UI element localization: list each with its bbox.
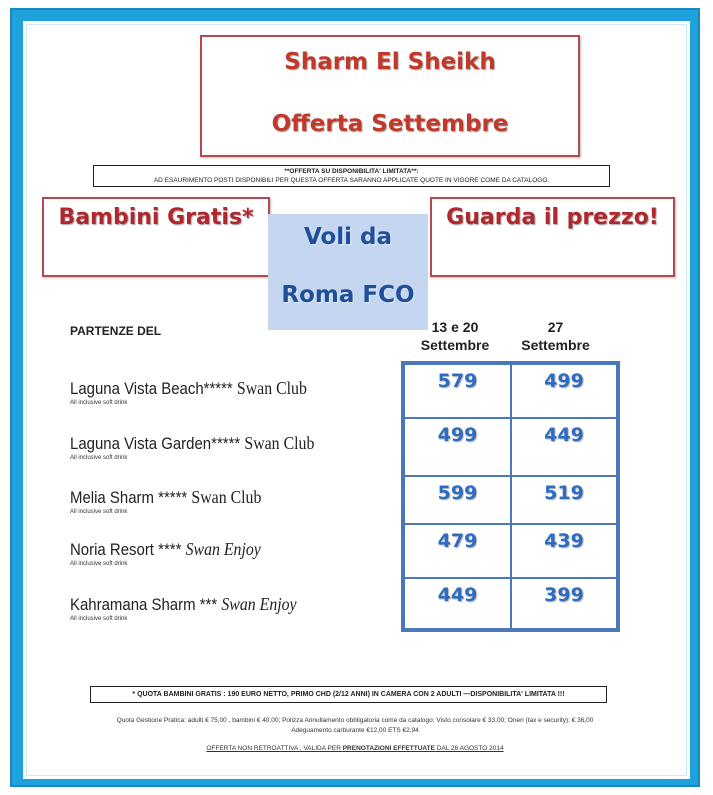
hotel-name [70,594,297,615]
column-header-1 [410,318,500,354]
column-header-1-line2: Settembre [420,337,490,353]
column-header-2-line2: Settembre [521,337,590,353]
flight-line2: Roma FCO [281,282,415,308]
price-cell: 519 [510,475,618,525]
hotel-club: Swan Club [191,487,262,507]
hotel-name [70,539,261,560]
board-type: All inclusive soft drink [70,616,128,622]
board-type: All inclusive soft drink [70,509,128,515]
hotel-title: Melia Sharm ***** [70,488,188,507]
title-offer: Offerta Settembre [271,111,509,137]
hotel-title: Laguna Vista Beach***** [70,379,233,398]
hotel-title: Laguna Vista Garden***** [70,434,241,453]
hotel-club: Swan Enjoy [221,594,297,614]
column-header-2 [508,318,603,354]
hotel-club: Swan Enjoy [185,539,261,559]
fees-line-1: Quota Gestione Pratica: adulti € 75,00 , bambini € 40,00; Polizza Annullamento obbligatoria come da catalogo; Visto consolare € 33,00; Oneri (tax e security): € 36,00 [116,717,594,724]
price-cell: 499 [403,417,512,477]
validity-post: DAL 26 AGOSTO 2014 [434,745,504,752]
flight-origin-box [268,214,428,330]
promo-price-text: Guarda il prezzo! [446,205,659,230]
bambini-note-box: * QUOTA BAMBINI GRATIS : 190 EURO NETTO, PRIMO CHD (2/12 ANNI) IN CAMERA CON 2 ADULTI —DISPONIBILITA' LIMITATA !!! [90,686,607,703]
price-grid [401,361,620,632]
hotel-name [70,433,314,454]
hotel-name [70,487,261,508]
hotel-title: Noria Resort **** [70,540,182,559]
promo-price-box [430,197,675,277]
board-type: All inclusive soft drink [70,561,128,567]
notice-text: AD ESAURIMENTO POSTI DISPONIBILI PER QUESTA OFFERTA SARANNO APPLICATE QUOTE IN VIGORE COME DA CATALOGO. [153,177,550,184]
fees-line-2: Adeguamento carburante €12,00 ETS €2,94 [291,727,419,734]
column-header-1-line1: 13 e 20 [431,319,479,335]
availability-notice [93,165,610,187]
board-type: All inclusive soft drink [70,400,128,406]
notice-heading: **OFFERTA SU DISPONIBILITA' LIMITATA**: [284,168,419,175]
validity-bold: PRENOTAZIONI EFFETTUATE [342,745,435,752]
hotel-club: Swan Club [236,378,307,398]
price-cell: 399 [510,577,618,630]
hotel-club: Swan Club [244,433,315,453]
validity-note [90,745,620,752]
title-destination: Sharm El Sheikh [284,49,496,75]
price-cell: 599 [403,475,512,525]
price-cell: 579 [403,363,512,419]
price-cell: 499 [510,363,618,419]
title-box [200,35,580,157]
price-cell: 479 [403,523,512,579]
price-cell: 449 [510,417,618,477]
promo-bambini-text: Bambini Gratis* [58,205,254,230]
partenze-label: PARTENZE DEL [70,324,162,338]
hotel-name [70,378,307,399]
price-cell: 439 [510,523,618,579]
hotel-title: Kahramana Sharm *** [70,595,218,614]
validity-pre: OFFERTA NON RETROATTIVA , VALIDA PER [206,745,343,752]
column-header-2-line1: 27 [547,319,564,335]
board-type: All inclusive soft drink [70,455,128,461]
price-cell: 449 [403,577,512,630]
flight-line1: Voli da [303,224,393,250]
promo-bambini-box [42,197,270,277]
